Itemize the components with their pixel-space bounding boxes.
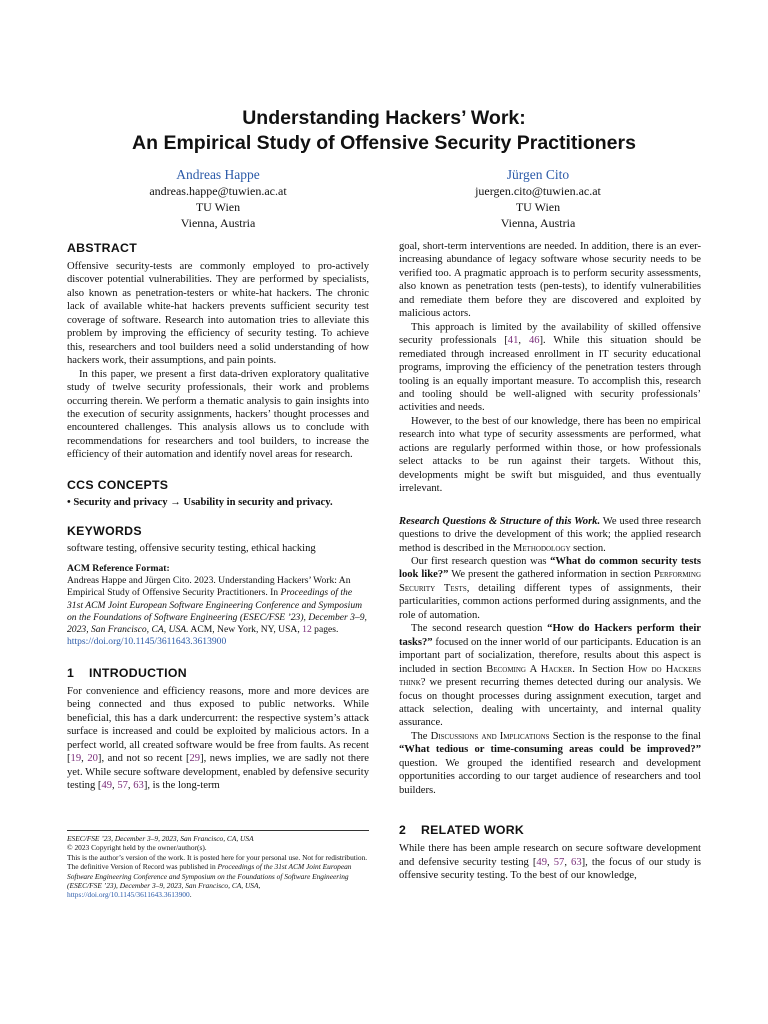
- intro-paragraph-3: However, to the best of our knowledge, there has been no empirical research into what type of security assessments are performed, what actions are regularly performed within those, or how professionals select attacks to be run against their targets. Without this, developments might be swift but misguided, and thus eventually irrelevant.: [399, 415, 701, 495]
- footnote-copyright: © 2023 Copyright held by the owner/author(s).: [67, 843, 207, 853]
- section-ref-performing-security-tests[interactable]: Performing Security Tests: [399, 569, 701, 594]
- footnote-conference: ESEC/FSE ’23, December 3–9, 2023, San Francisco, CA, USA: [67, 834, 254, 843]
- acm-reference-publisher: ACM, New York, NY, USA,: [188, 624, 303, 636]
- intro-paragraph-continued: goal, short-term interventions are needed. In addition, there is an ever-increasing abundance of legacy software whose security needs to be verified too. A pragmatic approach is to perform security assessments, also known as penetration tests (pen-tests), to identify vulnerabilities and remediate them before they are discovered and exploited by malicious actors.: [399, 241, 701, 320]
- abstract-paragraph-1: Offensive security-tests are commonly employed to pro-actively discover potential vulnerabilities. They are performed by specialists, also known as penetration-testers or white-hat hackers. The chronic lack of available white-hat hackers prevents sufficient security test coverage of software. Research into automation tries to alleviate this problem by improving the efficiency of security testing. To achieve this, researchers and tool builders need a solid understanding of how hackers work, their assumptions, and pain points.: [67, 261, 369, 367]
- title-line-1: Understanding Hackers’ Work:: [242, 107, 526, 129]
- research-questions-paragraph: Research Questions & Structure of this Work. We used three research questions to drive the development of this work; the applied research method is described in the Methodology section.: [399, 515, 701, 554]
- acm-reference-doi-link[interactable]: https://doi.org/10.1145/3611643.3613900: [67, 636, 227, 648]
- section-ref-discussions[interactable]: Discussions and Implications: [430, 730, 550, 742]
- rq3-paragraph: The Discussions and Implications Section is the response to the final “What tedious or time-consuming areas could be improved?” question. We grouped the identified research and development opportunities according to our target audience of researchers and tool builders.: [399, 730, 701, 796]
- introduction-paragraph-1: For convenience and efficiency reasons, more and more devices are being connected and thus exposed to public networks. While beneficial, this has a dark undercurrent: the respective system’s attack surface is increased and could be exploited by malicious actors. In a perfect world, all created software would be free from faults. As recent [19, 20], and not so recent [29], news implies, we are sadly not there yet. While secure software development, enabled by defensive security testing [49, 57, 63], is the long-term: [67, 685, 370, 791]
- author-block-happe: [108, 166, 328, 231]
- citation-link[interactable]: 63: [133, 779, 144, 791]
- title-line-2: An Empirical Study of Offensive Security Practitioners: [132, 132, 636, 154]
- ccs-text: [67, 496, 369, 509]
- acm-reference: [67, 563, 369, 649]
- abstract-paragraph-2: In this paper, we present a first data-driven exploratory qualitative study of twelve security professionals, their work and problems occurring therein. We perform a thematic analysis to gain insights into the execution of security assignments, hackers’ thought processes and encountered challenges. This analysis allows us to conclude with recommendations for researchers and tool builders, to increase the efficiency of their automation and identify novel areas for research.: [67, 368, 369, 461]
- author-name[interactable]: Andreas Happe: [176, 167, 260, 182]
- section-ref-how-do-hackers-think[interactable]: How do Hackers think?: [399, 663, 701, 689]
- ccs-concept: • Security and privacy → Usability in security and privacy.: [67, 496, 333, 508]
- ccs-heading: CCS CONCEPTS: [67, 477, 169, 492]
- citation-link[interactable]: 49: [536, 856, 548, 868]
- citation-link[interactable]: 57: [553, 856, 565, 868]
- author-email: juergen.cito@tuwien.ac.at: [475, 184, 601, 198]
- acm-reference-authors: Andreas Happe and Jürgen Cito. 2023. Understanding Hackers’ Work: An Empirical Study of Offensive Security Practitioners. In: [67, 575, 351, 599]
- keywords-text: software testing, offensive security testing, ethical hacking: [67, 543, 316, 555]
- keywords-heading: KEYWORDS: [67, 524, 142, 539]
- right-column: [399, 240, 701, 882]
- citation-link[interactable]: 63: [571, 856, 582, 868]
- citation-link[interactable]: 20: [87, 753, 98, 765]
- section-ref-becoming-a-hacker[interactable]: Becoming A Hacker: [486, 663, 573, 675]
- acm-reference-label: ACM Reference Format:: [67, 562, 170, 574]
- intro-paragraph-2: This approach is limited by the availability of skilled offensive security professionals [41, 46]. While this situation should be remediated through increased enrollment in IT security educational programs, improving the efficiency of the penetration testers through tooling is an equally important measure. To accomplish this, research and tooling should be well-aligned with security professionals’ activities and needs.: [399, 321, 701, 414]
- abstract-heading: ABSTRACT: [67, 241, 138, 255]
- introduction-heading: 1 INTRODUCTION: [67, 665, 187, 680]
- citation-link[interactable]: 46: [528, 335, 540, 347]
- acm-reference-venue: Proceedings of the 31st ACM Joint European Software Engineering Conference and Symposium on the Foundations of Software Engineering (ESEC/FSE ’23), December 3–9, 2023, San Francisco, CA, USA.: [67, 587, 367, 636]
- author-name[interactable]: Jürgen Cito: [506, 167, 570, 182]
- footnote-notice: This is the author’s version of the work. It is posted here for your personal use. Not for redistribution. The definitive Version of Record was published in Proceedings of the 31st ACM Joint European Software Engineering Conference and Symposium on the Foundations of Software Engineering (ESEC/FSE ’23), December 3–9, 2023, San Francisco, CA, USA, https://doi.org/10.1145/3611643.3613900.: [67, 852, 368, 900]
- rq1-paragraph: Our first research question was “What do common security tests look like?” We present the gathered information in section Performing Security Tests, detailing different types of assignments, their particularities, common actions performed during assignments, and the role of automation.: [399, 555, 701, 621]
- author-location: Vienna, Austria: [500, 216, 576, 230]
- citation-link[interactable]: 57: [117, 779, 128, 791]
- acm-reference-pages-suffix: pages.: [311, 624, 339, 636]
- author-email: andreas.happe@tuwien.ac.at: [149, 184, 287, 198]
- footnote-venue: Proceedings of the 31st ACM Joint European Software Engineering Conference and Symposium on the Foundations of Software Engineering (ESEC/FSE ’23), December 3–9, 2023, San Francisco, CA, USA: [67, 862, 352, 891]
- paper-title: [0, 106, 768, 156]
- author-affiliation: TU Wien: [515, 200, 561, 214]
- citation-link[interactable]: 19: [70, 753, 82, 765]
- related-work-heading: 2 RELATED WORK: [399, 823, 525, 838]
- related-work-paragraph: While there has been ample research on secure software development and defensive security testing [49, 57, 63], the focus of our study is offensive security testing. To the best of our knowledge,: [399, 843, 702, 882]
- acm-reference-pages[interactable]: 12: [302, 624, 312, 636]
- research-questions-heading: Research Questions & Structure of this Work.: [399, 515, 601, 527]
- rq2-paragraph: The second research question “How do Hackers perform their tasks?” focused on the inner world of our participants. Education is an important part of socialization, therefore, results about this aspect is included in section Becoming A Hacker. In Section How do Hackers think? we present recurring themes detected during our analysis. We focus on thought processes during assignment execution, target and attack selection, dealing with uncertainty, and internal quality assurance.: [399, 623, 701, 729]
- citation-link[interactable]: 41: [507, 335, 519, 347]
- author-location: Vienna, Austria: [180, 216, 256, 230]
- citation-link[interactable]: 29: [189, 753, 201, 765]
- left-column: [67, 240, 369, 792]
- author-block-cito: [428, 166, 648, 231]
- footnote-doi-link[interactable]: https://doi.org/10.1145/3611643.3613900: [67, 890, 190, 900]
- citation-link[interactable]: 49: [101, 779, 113, 791]
- section-ref-methodology[interactable]: Methodology: [512, 542, 571, 554]
- author-affiliation: TU Wien: [195, 200, 241, 214]
- copyright-footnote: [67, 830, 369, 900]
